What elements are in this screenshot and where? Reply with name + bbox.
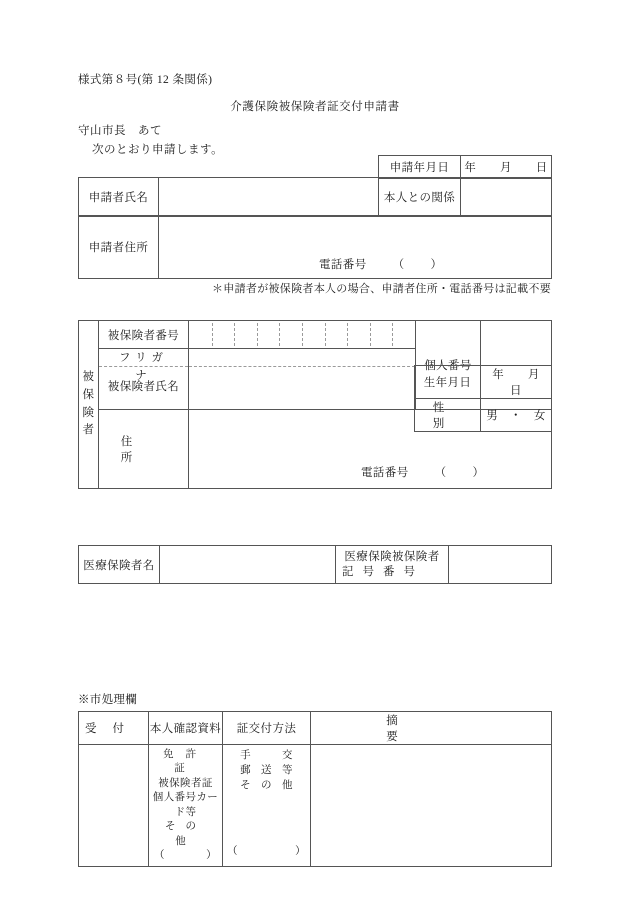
- application-date-value[interactable]: 年 月 日: [461, 156, 552, 179]
- delivery-right-3[interactable]: 他: [281, 779, 293, 791]
- birthdate-label: 生年月日: [415, 366, 481, 399]
- insured-number-row: [79, 321, 552, 349]
- applicant-phone-label: 電話番号: [319, 259, 367, 271]
- insured-phone-parens: [435, 464, 485, 480]
- insured-address-label-text: 住所: [120, 436, 167, 464]
- insured-name-value[interactable]: [189, 367, 415, 408]
- gender-value[interactable]: 男 ・ 女: [481, 399, 552, 432]
- delivery-other-parens: [227, 845, 306, 860]
- applicant-name-input[interactable]: [159, 178, 379, 217]
- city-processing-label: ※市処理欄: [78, 694, 137, 706]
- intro-line: 次のとおり申請します。: [92, 144, 224, 156]
- remarks-input[interactable]: [311, 745, 552, 867]
- gender-row: [415, 399, 552, 432]
- medical-insurance-table: [78, 545, 552, 584]
- header-identity-documents: 本人確認資料: [149, 712, 223, 745]
- header-reception-text: 受付: [85, 723, 140, 735]
- relationship-label: 本人との関係: [379, 178, 461, 217]
- header-remarks-text: 摘要: [386, 715, 476, 743]
- insured-number-label: 被保険者番号: [99, 321, 189, 349]
- delivery-other-paren-open: （: [227, 845, 238, 857]
- identity-option-insurance-card[interactable]: 被保険者証: [158, 777, 213, 789]
- applicant-address-label: 申請者住所: [79, 216, 159, 279]
- applicant-name-label: 申請者氏名: [79, 178, 159, 217]
- identity-other-paren-open: （: [154, 850, 165, 862]
- delivery-method-options[interactable]: [223, 745, 311, 867]
- delivery-left-3[interactable]: そ: [240, 779, 252, 791]
- spacer-cell: [78, 155, 158, 177]
- insured-number-input[interactable]: [189, 321, 416, 349]
- applicant-note: ＊申請者が被保険者本人の場合、申請者住所・電話番号は記載不要: [212, 283, 551, 295]
- document-title: 介護保険被保険者証交付申請書: [230, 101, 400, 113]
- identity-other-paren-close: ）: [206, 850, 217, 862]
- applicant-phone-paren-open: （: [392, 259, 405, 271]
- applicant-phone-paren-close: ）: [430, 259, 443, 271]
- header-delivery-method: 証交付方法: [223, 712, 311, 745]
- insured-phone-paren-close: ）: [472, 467, 485, 479]
- addressee-line: 守山市長 あて: [78, 125, 162, 137]
- spine-char-1: 被: [82, 370, 95, 383]
- gender-label-text: 性別: [432, 402, 463, 430]
- delivery-left-2[interactable]: 郵: [240, 764, 252, 776]
- spine-char-2: 保: [82, 388, 95, 401]
- applicant-address-input[interactable]: [159, 216, 552, 279]
- delivery-mid-3[interactable]: の: [261, 779, 272, 791]
- birthdate-value[interactable]: 年 月 日: [481, 366, 552, 399]
- processing-body-row: [79, 745, 552, 867]
- delivery-right-2[interactable]: 等: [281, 764, 293, 776]
- furigana-label: フリガナ: [119, 352, 168, 382]
- medical-symbol-number-label: [336, 546, 449, 584]
- insured-spine-label: [79, 321, 99, 489]
- identity-other-parens: [151, 849, 220, 863]
- delivery-left-1[interactable]: 手: [240, 750, 252, 761]
- insured-name-label: 被保険者氏名: [107, 381, 180, 393]
- identity-option-other[interactable]: その他: [165, 821, 206, 847]
- medical-symbol-label-line1: 医療保険被保険者: [344, 550, 440, 563]
- insured-name-label-cell: [99, 349, 189, 410]
- processing-header-row: [79, 712, 552, 745]
- city-processing-table: [78, 711, 552, 867]
- spine-char-3: 険: [82, 406, 95, 419]
- delivery-options-grid: [223, 745, 310, 866]
- delivery-mid-2[interactable]: 送: [261, 764, 272, 776]
- header-reception: [79, 712, 149, 745]
- personal-number-label: 個人番号: [416, 321, 481, 410]
- spine-char-4: 者: [82, 424, 95, 437]
- delivery-right-1[interactable]: 交: [281, 750, 293, 761]
- furigana-input[interactable]: [189, 349, 415, 367]
- application-date-label: 申請年月日: [379, 156, 461, 179]
- insured-number-digit-boxes: [189, 321, 415, 348]
- applicant-name-row: [78, 177, 552, 217]
- identity-option-license[interactable]: 免許証: [163, 749, 208, 775]
- gender-label: [415, 399, 481, 432]
- applicant-address-row: [78, 215, 552, 279]
- relationship-input[interactable]: [461, 178, 552, 217]
- insured-name-input-cell[interactable]: [189, 349, 416, 410]
- form-number-label: 様式第８号(第 12 条関係): [78, 74, 213, 86]
- birthdate-gender-block: [414, 365, 564, 432]
- reception-input[interactable]: [79, 745, 149, 867]
- identity-options-list: [149, 745, 222, 866]
- identity-option-mynumber-card[interactable]: 個人番号カード等: [152, 792, 219, 818]
- applicant-phone-parens: [393, 256, 443, 272]
- birthdate-row: [415, 366, 552, 399]
- identity-documents-options[interactable]: [149, 745, 223, 867]
- medical-symbol-number-input[interactable]: [449, 546, 552, 584]
- medical-symbol-label-line2: 記号番号: [342, 565, 424, 578]
- insured-phone-label: 電話番号: [361, 467, 409, 479]
- header-remarks: [311, 712, 552, 745]
- delivery-other-paren-close: ）: [295, 845, 306, 857]
- medical-insurer-name-label: 医療保険者名: [79, 546, 160, 584]
- insured-phone-group[interactable]: [361, 464, 484, 480]
- medical-insurer-name-input[interactable]: [160, 546, 336, 584]
- insured-phone-paren-open: （: [434, 467, 447, 479]
- application-date-strip: [378, 155, 552, 179]
- applicant-phone-group[interactable]: [319, 256, 442, 272]
- insured-address-label: [99, 410, 189, 489]
